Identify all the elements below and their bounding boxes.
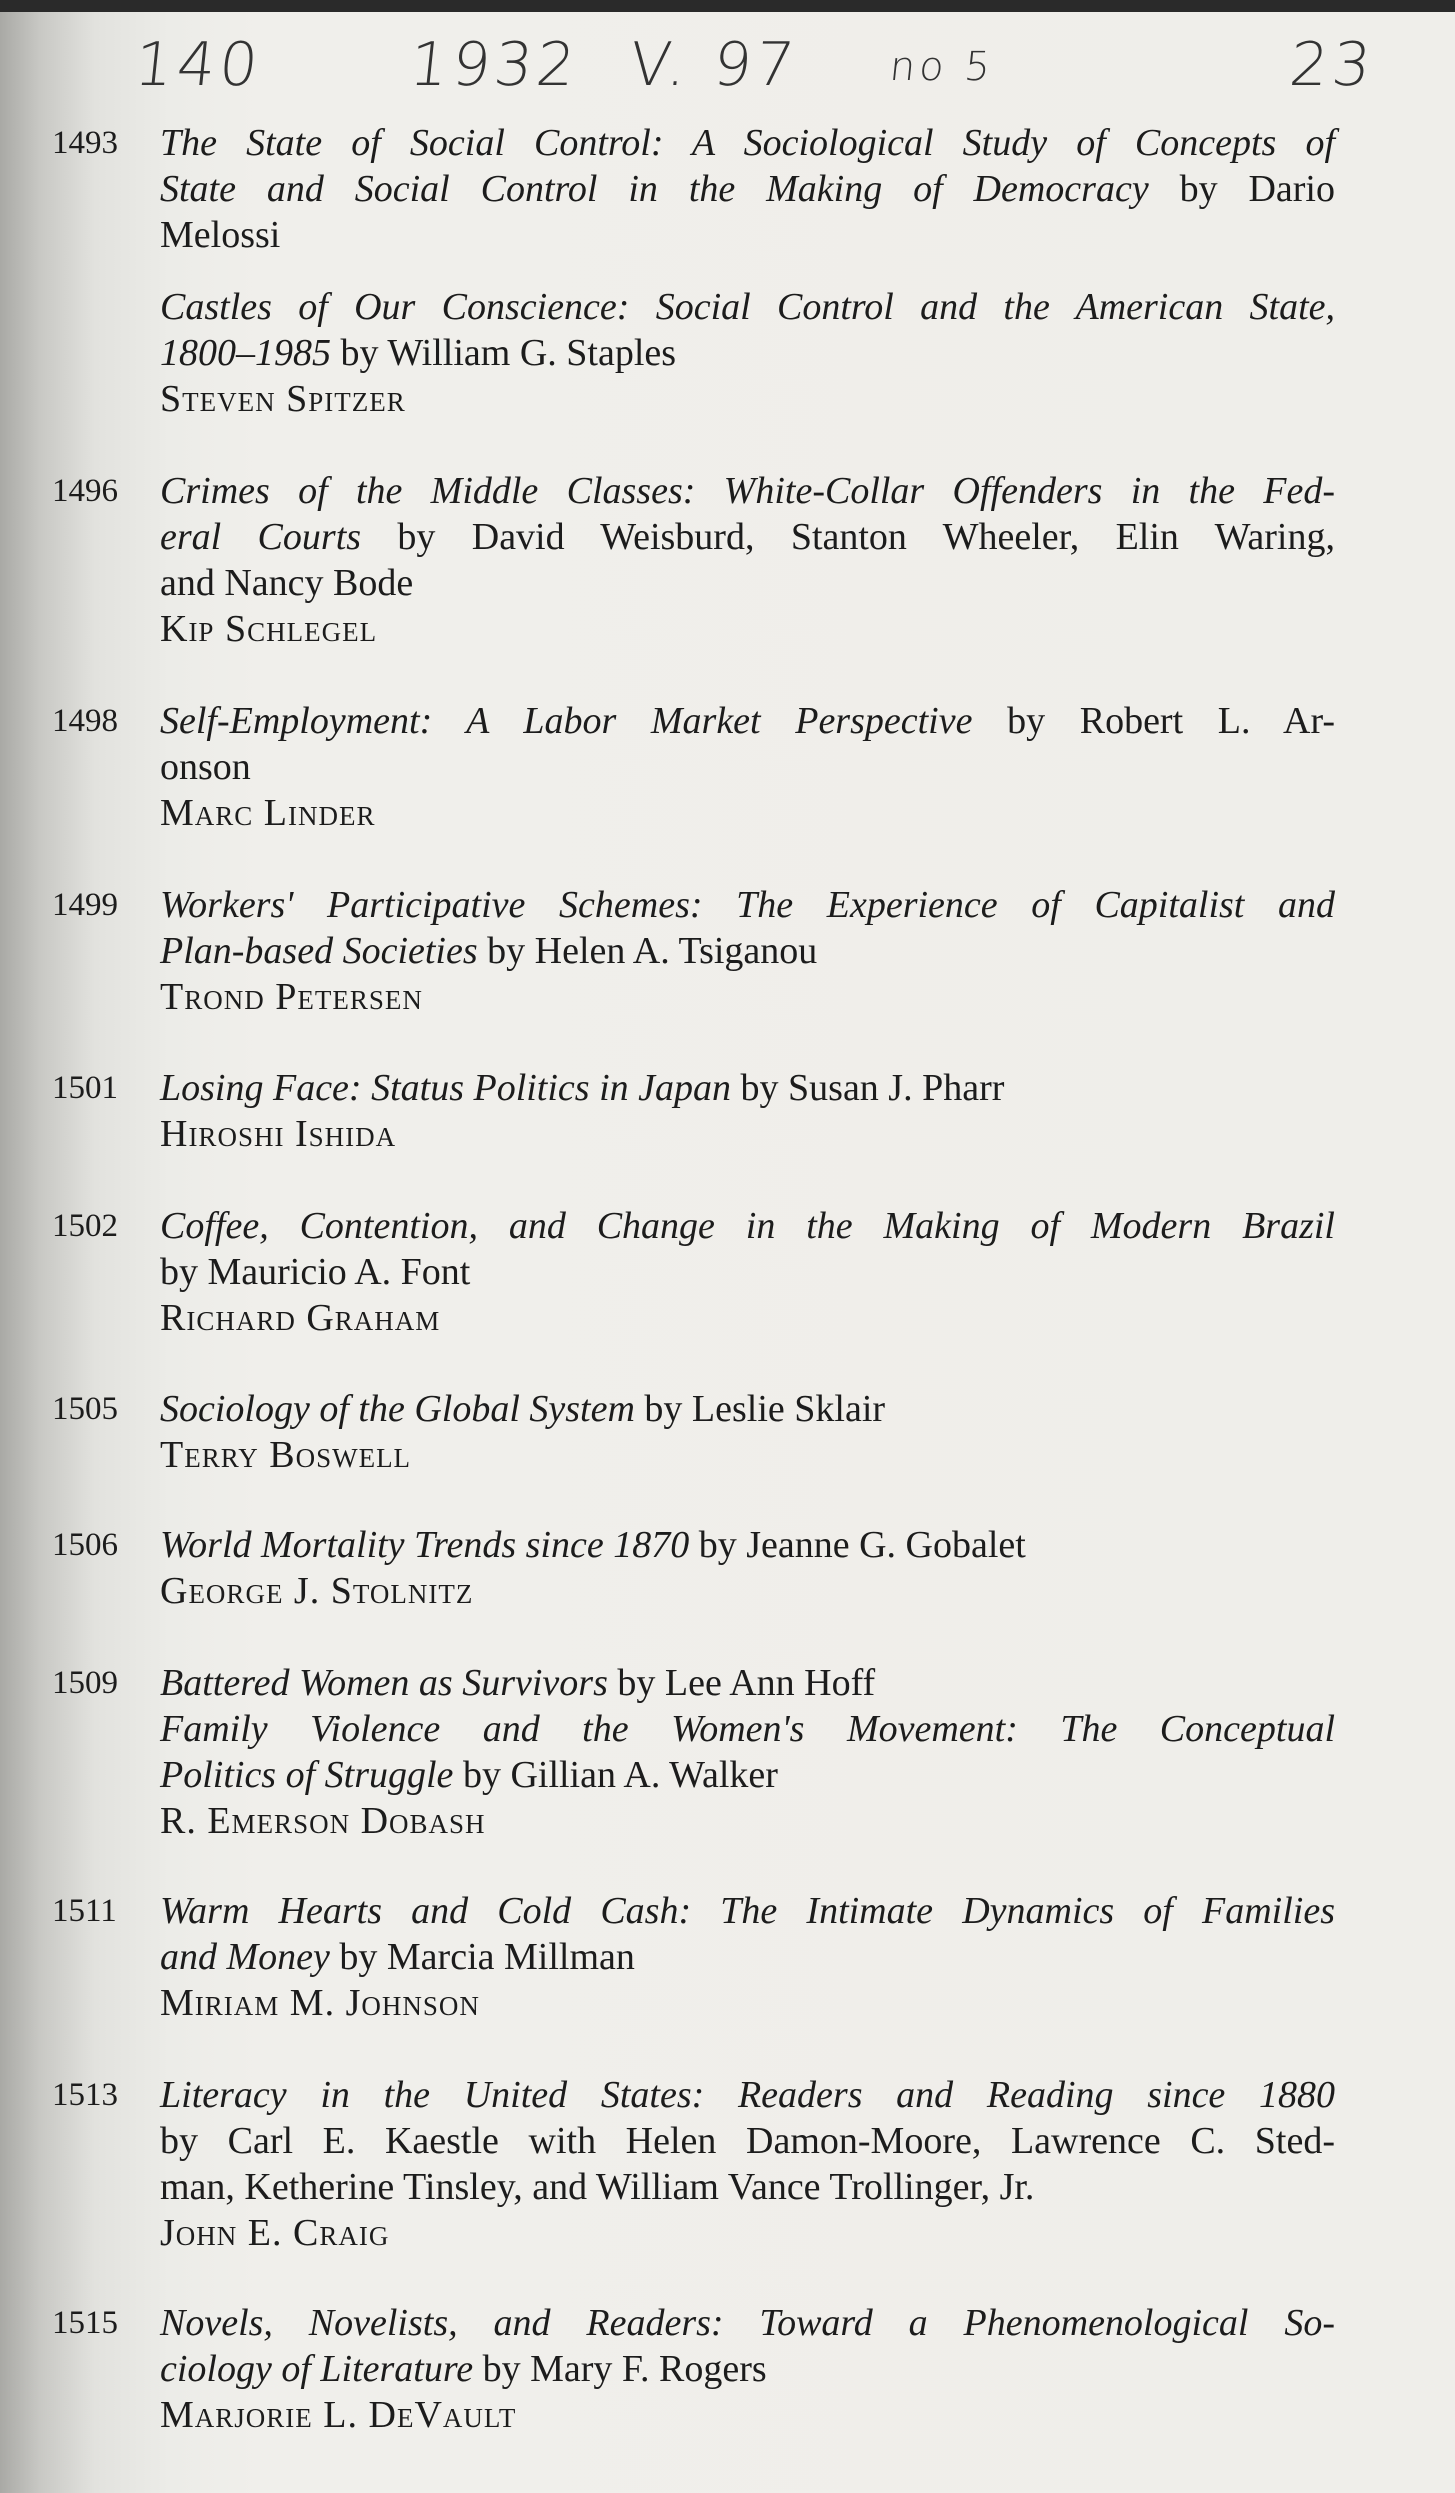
page-number: 1511	[52, 1893, 117, 1929]
reviewer-name: Kip Schlegel	[160, 608, 378, 650]
entry-line	[160, 166, 1335, 212]
entry-line	[160, 2118, 1335, 2164]
book-title: and Money	[160, 1936, 330, 1978]
entry-body	[160, 1660, 1335, 1844]
book-title: Coffee, Contention, and Change in the Making of Modern Brazil	[160, 1205, 1335, 1247]
page-top-edge	[0, 0, 1455, 12]
reviewer-name: George J. Stolnitz	[160, 1570, 474, 1612]
page-number: 1498	[52, 703, 118, 739]
entry-line	[160, 2346, 1335, 2392]
book-author: by William G. Staples	[331, 332, 677, 374]
entry-line	[160, 468, 1335, 514]
page-number: 1502	[52, 1208, 118, 1244]
book-title: Plan-based Societies	[160, 930, 478, 972]
entry-body	[160, 1522, 1335, 1614]
page-number: 1501	[52, 1070, 118, 1106]
entry-line	[160, 2164, 1335, 2210]
entry-body	[160, 2072, 1335, 2256]
book-title: State and Social Control in the Making of Democracy	[160, 168, 1149, 210]
reviewer-name: Miriam M. Johnson	[160, 1982, 480, 2024]
reviewer-name: John E. Craig	[160, 2212, 390, 2254]
book-title: ciology of Literature	[160, 2348, 474, 2390]
entry-line	[160, 1203, 1335, 1249]
handwritten-note	[0, 22, 1455, 102]
page-number: 1506	[52, 1527, 118, 1563]
entry-body	[160, 2300, 1335, 2438]
book-title: Politics of Struggle	[160, 1754, 454, 1796]
book-author: by Leslie Sklair	[634, 1388, 886, 1430]
entry-line	[160, 212, 1335, 258]
book-title: The State of Social Control: A Sociological Study of Concepts of	[160, 122, 1335, 164]
entry-line	[160, 698, 1335, 744]
book-author: by Jeanne G. Gobalet	[689, 1524, 1026, 1566]
entry-line	[160, 514, 1335, 560]
book-title: 1800–1985	[160, 332, 331, 374]
page-number: 1496	[52, 473, 118, 509]
book-author: by Carl E. Kaestle with Helen Damon-Moore, Lawrence C. Sted-	[160, 2120, 1335, 2162]
book-author: by Mauricio A. Font	[160, 1251, 471, 1293]
reviewer-name: Terry Boswell	[160, 1434, 412, 1476]
book-title: eral Courts	[160, 516, 362, 558]
entry-body	[160, 1065, 1335, 1157]
book-author: by Marcia Millman	[329, 1936, 635, 1978]
page-number: 1509	[52, 1665, 118, 1701]
book-title: Sociology of the Global System	[160, 1388, 635, 1430]
book-author: by Robert L. Ar-	[972, 700, 1335, 742]
entry-body	[160, 698, 1335, 836]
reviewer-name: Marjorie L. DeVault	[160, 2394, 517, 2436]
book-title: Crimes of the Middle Classes: White-Collar Offenders in the Fed-	[160, 470, 1335, 512]
book-title: World Mortality Trends since 1870	[160, 1524, 690, 1566]
entry-line	[160, 2072, 1335, 2118]
book-title: Losing Face: Status Politics in Japan	[160, 1067, 732, 1109]
entry-body	[160, 468, 1335, 652]
entry-line	[160, 120, 1335, 166]
entry-line	[160, 1752, 1335, 1798]
entry-body	[160, 1386, 1335, 1478]
entry-line	[160, 1522, 1335, 1568]
book-author: onson	[160, 746, 251, 788]
entry-line	[160, 1660, 1335, 1706]
page-number: 1513	[52, 2077, 118, 2113]
entry-body	[160, 120, 1335, 422]
entry-line	[160, 1065, 1335, 1111]
book-title: Warm Hearts and Cold Cash: The Intimate Dynamics of Families	[160, 1890, 1335, 1932]
book-author: by David Weisburd, Stanton Wheeler, Elin Waring,	[361, 516, 1335, 558]
entry-line	[160, 744, 1335, 790]
book-title: Workers' Participative Schemes: The Experience of Capitalist and	[160, 884, 1335, 926]
reviewer-name: Richard Graham	[160, 1297, 441, 1339]
book-author: man, Ketherine Tinsley, and William Vance Trollinger, Jr.	[160, 2166, 1035, 2208]
reviewer-name: Steven Spitzer	[160, 378, 406, 420]
entry-line	[160, 2300, 1335, 2346]
reviewer-name: Hiroshi Ishida	[160, 1113, 397, 1155]
book-author: and Nancy Bode	[160, 562, 414, 604]
entry-line	[160, 1249, 1335, 1295]
entry-body	[160, 1203, 1335, 1341]
entry-line	[160, 1888, 1335, 1934]
entry-line	[160, 882, 1335, 928]
handwritten-note-part: V. 97	[626, 30, 802, 100]
book-author: by Lee Ann Hoff	[607, 1662, 876, 1704]
page-number: 1493	[52, 125, 118, 161]
entry-line	[160, 560, 1335, 606]
book-title: Battered Women as Survivors	[160, 1662, 608, 1704]
entry-line	[160, 928, 1335, 974]
book-author: Melossi	[160, 214, 281, 256]
page-number: 1515	[52, 2305, 118, 2341]
handwritten-note-part: 1932	[406, 30, 583, 100]
handwritten-note-part: 23	[1286, 30, 1379, 100]
entry-line	[160, 284, 1335, 330]
book-author: by Gillian A. Walker	[453, 1754, 778, 1796]
entry-line	[160, 330, 1335, 376]
handwritten-note-part: 140	[131, 30, 266, 100]
book-author: by Susan J. Pharr	[731, 1067, 1005, 1109]
book-title: Novels, Novelists, and Readers: Toward a Phenomenological So-	[160, 2302, 1335, 2344]
entry-body	[160, 882, 1335, 1020]
entry-body	[160, 1888, 1335, 2026]
page-number: 1505	[52, 1391, 118, 1427]
book-title: Family Violence and the Women's Movement: The Conceptual	[160, 1708, 1335, 1750]
reviewer-name: Marc Linder	[160, 792, 376, 834]
entry-line	[160, 1934, 1335, 1980]
book-title: Literacy in the United States: Readers and Reading since 1880	[160, 2074, 1335, 2116]
reviewer-name: Trond Petersen	[160, 976, 423, 1018]
handwritten-note-part: no 5	[887, 44, 997, 90]
entry-line	[160, 1386, 1335, 1432]
book-author: by Mary F. Rogers	[473, 2348, 767, 2390]
book-title: Castles of Our Conscience: Social Control and the American State,	[160, 286, 1335, 328]
entry-line	[160, 1706, 1335, 1752]
reviewer-name: R. Emerson Dobash	[160, 1800, 486, 1842]
page-number: 1499	[52, 887, 118, 923]
book-author: by Dario	[1148, 168, 1335, 210]
book-title: Self-Employment: A Labor Market Perspective	[160, 700, 973, 742]
book-author: by Helen A. Tsiganou	[477, 930, 818, 972]
